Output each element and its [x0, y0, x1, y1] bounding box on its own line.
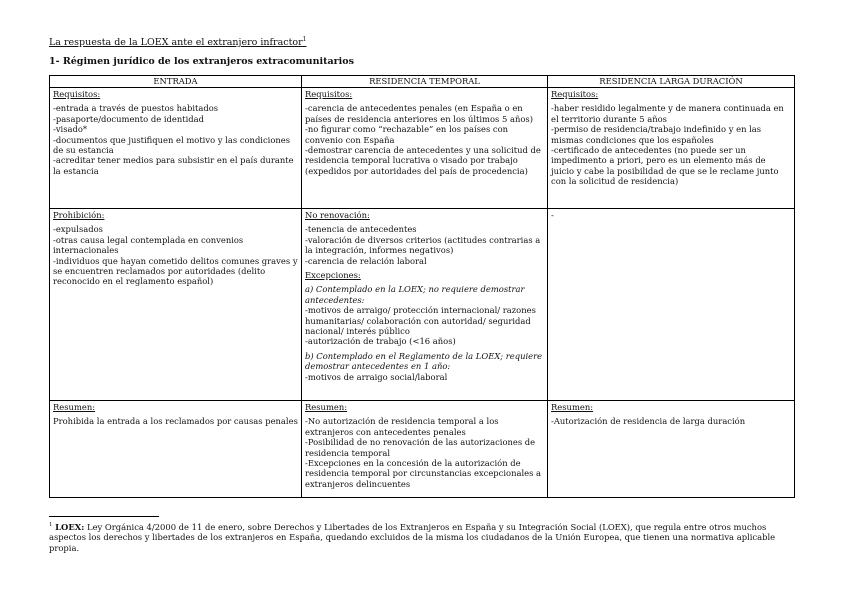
list-item: -no figurar como “rechazable” en los países con convenio con España: [305, 124, 509, 145]
document-title-text: La respuesta de la LOEX ante el extranjero infractor: [49, 37, 303, 49]
footnote-ref: 1: [49, 522, 53, 528]
cell-larga-resumen: [548, 401, 795, 498]
table-row-prohibicion: [50, 209, 795, 401]
list-item: -Excepciones en la concesión de la autorización de residencia temporal por circunstancias excepcionales a extranjeros delincuentes: [305, 458, 542, 489]
footnote-term: LOEX:: [55, 521, 85, 532]
list-item: -carencia de antecedentes penales (en España o en países de residencia anteriores en los últimos 5 años): [305, 103, 533, 124]
list-item: -permiso de residencia/trabajo indefinido y en las mismas condiciones que los españoles: [551, 124, 762, 145]
list-item: -otras causa legal contemplada en convenios internacionales: [53, 234, 244, 256]
footnote-text: Ley Orgánica 4/2000 de 11 de enero, sobre Derechos y Libertades de los Extranjeros en España y su Integración Social (LOEX), que regula entre otros muchos aspectos los derechos y libertades de los extranjeros en España, quedando excluidos de la misma los ciudadanos de la Unión Europea, que tienen una normativa aplicable propia.: [49, 521, 776, 553]
exceptions-subtitle: Excepciones:: [305, 270, 361, 281]
list-item: -No autorización de residencia temporal a los extranjeros con antecedentes penales: [305, 416, 499, 437]
summary-text: Prohibida la entrada a los reclamados por causas penales: [53, 416, 298, 427]
list-item: -visado*: [53, 124, 88, 135]
list-item: -pasaporte/documento de identidad: [53, 113, 205, 124]
cell-larga-empty: [548, 209, 795, 401]
list-item: -tenencia de antecedentes: [305, 224, 417, 235]
list-item: -valoración de diversos criterios (actitudes contrarias a la integración, informes negativos): [305, 234, 541, 256]
cell-subtitle: Resumen:: [53, 402, 96, 412]
list-item: -acreditar tener medios para subsistir en el país durante la estancia: [53, 155, 294, 176]
list-item: -Posibilidad de no renovación de las autorizaciones de residencia temporal: [305, 437, 536, 458]
exception-a-title: a) Contemplado en la LOEX; no requiere demostrar antecedentes:: [305, 284, 525, 305]
summary-text: -Autorización de residencia de larga duración: [551, 416, 746, 427]
cell-subtitle: Requisitos:: [551, 89, 599, 99]
list-item: -expulsados: [53, 224, 103, 235]
list-item: -certificado de antecedentes (no puede ser un impedimento a priori, pero es un elemento más de juicio y cabe la posibilidad de que se le reclame junto con la solicitud de residencia): [551, 145, 779, 187]
cell-subtitle: Requisitos:: [53, 89, 101, 99]
cell-entrada-requisitos: [50, 88, 302, 209]
cell-temporal-requisitos: [302, 88, 548, 209]
cell-subtitle: Resumen:: [551, 402, 594, 412]
list-item: -carencia de relación laboral: [305, 255, 427, 266]
cell-dash: -: [551, 210, 554, 220]
list-item: -demostrar carencia de antecedentes y una solicitud de residencia temporal lucrativa o visado por trabajo (expedidos por autoridades del país de procedencia): [305, 145, 541, 176]
cell-larga-requisitos: [548, 88, 795, 209]
list-item: -documentos que justifiquen el motivo y las condiciones de su estancia: [53, 134, 291, 156]
column-header-residencia-larga: RESIDENCIA LARGA DURACIÓN: [548, 76, 795, 88]
column-header-entrada: ENTRADA: [50, 76, 302, 88]
cell-temporal-no-renovacion: [302, 209, 548, 401]
cell-subtitle: No renovación:: [305, 210, 370, 220]
list-item: -motivos de arraigo/ protección internacional/ razones humanitarias/ colaboración con autoridad/ seguridad nacional/ interés público: [305, 305, 536, 337]
title-footnote-ref: 1: [302, 36, 307, 43]
cell-entrada-resumen: [50, 401, 302, 498]
list-item: -entrada a través de puestos habitados: [53, 103, 219, 114]
footnote-separator: [49, 516, 159, 517]
table-row-requisitos: [50, 88, 795, 209]
list-item: -individuos que hayan cometido delitos comunes graves y se encuentren reclamados por autoridades (delito reconocido en el reglamento español): [53, 255, 298, 287]
section-title: 1- Régimen jurídico de los extranjeros extracomunitarios: [49, 56, 354, 67]
list-item: -haber residido legalmente y de manera continuada en el territorio durante 5 años: [551, 103, 784, 124]
list-item: -motivos de arraigo social/laboral: [305, 371, 448, 382]
column-header-residencia-temporal: RESIDENCIA TEMPORAL: [302, 76, 548, 88]
cell-subtitle: Resumen:: [305, 402, 348, 412]
comparison-table: [49, 75, 795, 498]
cell-subtitle: Prohibición:: [53, 210, 105, 220]
footnote: [49, 520, 795, 554]
table-header-row: [50, 76, 795, 88]
exception-b-title: b) Contemplado en el Reglamento de la LOEX; requiere demostrar antecedentes en 1 año:: [305, 350, 543, 372]
list-item: -autorización de trabajo (<16 años): [305, 336, 456, 347]
document-title: [49, 36, 307, 48]
cell-temporal-resumen: [302, 401, 548, 498]
table-row-resumen: [50, 401, 795, 498]
cell-entrada-prohibicion: [50, 209, 302, 401]
cell-subtitle: Requisitos:: [305, 89, 353, 99]
